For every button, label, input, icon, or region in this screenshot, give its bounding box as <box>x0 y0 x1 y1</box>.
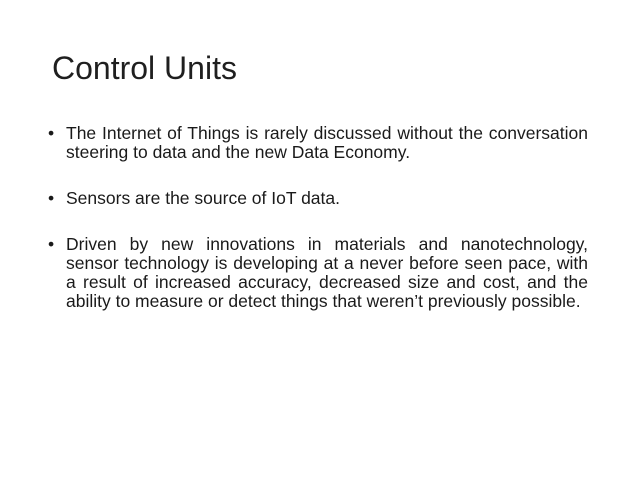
bullet-item <box>48 124 588 162</box>
bullet-icon: • <box>48 188 55 208</box>
slide-title: Control Units <box>52 50 237 86</box>
bullet-icon: • <box>48 234 55 254</box>
bullet-item <box>48 189 588 208</box>
bullet-item <box>48 235 588 311</box>
bullet-text: The Internet of Things is rarely discussed without the conversation steering to data and the new Data Economy. <box>66 123 588 162</box>
bullet-list <box>48 124 588 311</box>
bullet-icon: • <box>48 123 55 143</box>
bullet-text: Driven by new innovations in materials and nanotechnology, sensor technology is developing at a never before seen pace, with a result of increased accuracy, decreased size and cost, and the ability to measure or detect things that weren’t previously possible. <box>66 234 588 311</box>
bullet-text: Sensors are the source of IoT data. <box>66 188 341 208</box>
